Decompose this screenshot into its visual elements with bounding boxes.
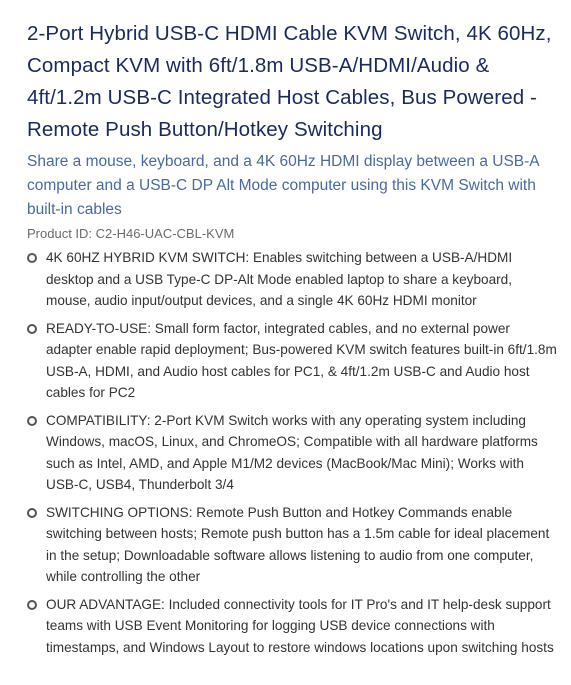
feature-list bbox=[27, 247, 559, 658]
feature-text: SWITCHING OPTIONS: Remote Push Button and Hotkey Commands enable switching between hosts; Remote push button has a 1.5m cable for ideal placement in the setup; Downloadable software allows listening to audio from one computer, while controlling the other bbox=[46, 504, 550, 584]
product-title: 2-Port Hybrid USB-C HDMI Cable KVM Switch, 4K 60Hz, Compact KVM with 6ft/1.8m USB-A/HDMI/Audio & 4ft/1.2m USB-C Integrated Host Cables, Bus Powered - Remote Push Button/Hotkey Switching bbox=[27, 22, 552, 141]
circle-bullet-icon bbox=[27, 253, 37, 263]
circle-bullet-icon bbox=[27, 324, 37, 334]
feature-item bbox=[27, 247, 559, 312]
feature-text: READY-TO-USE: Small form factor, integrated cables, and no external power adapter enable rapid deployment; Bus-powered KVM switch features built-in 6ft/1.8m USB-A, HDMI, and Audio host cables for PC1, & 4ft/1.2m USB-C and Audio host cables for PC2 bbox=[46, 320, 557, 400]
feature-item bbox=[27, 410, 559, 496]
product-id: Product ID: C2-H46-UAC-CBL-KVM bbox=[27, 226, 235, 241]
feature-text: 4K 60HZ HYBRID KVM SWITCH: Enables switching between a USB-A/HDMI desktop and a USB Type-C DP-Alt Mode enabled laptop to share a keyboard, mouse, audio input/output devices, and a single 4K 60Hz HDMI monitor bbox=[46, 250, 513, 308]
feature-text: OUR ADVANTAGE: Included connectivity tools for IT Pro's and IT help-desk support teams with USB Event Monitoring for logging USB device connections with timestamps, and Windows Layout to restore windows locations upon switching hosts bbox=[46, 596, 554, 655]
feature-text: COMPATIBILITY: 2-Port KVM Switch works with any operating system including Windows, macOS, Linux, and ChromeOS; Compatible with all hardware platforms such as Intel, AMD, and Apple M1/M2 devices (MacBook/Mac Mini); Works with USB-C, USB4, Thunderbolt 3/4 bbox=[46, 412, 538, 492]
feature-item bbox=[27, 318, 559, 404]
circle-bullet-icon bbox=[27, 600, 37, 610]
product-subtitle: Share a mouse, keyboard, and a 4K 60Hz HDMI display between a USB-A computer and a USB-C DP Alt Mode computer using this KVM Switch with built-in cables bbox=[27, 153, 539, 218]
feature-item bbox=[27, 594, 559, 659]
circle-bullet-icon bbox=[27, 416, 37, 426]
circle-bullet-icon bbox=[27, 508, 37, 518]
feature-item bbox=[27, 502, 559, 588]
